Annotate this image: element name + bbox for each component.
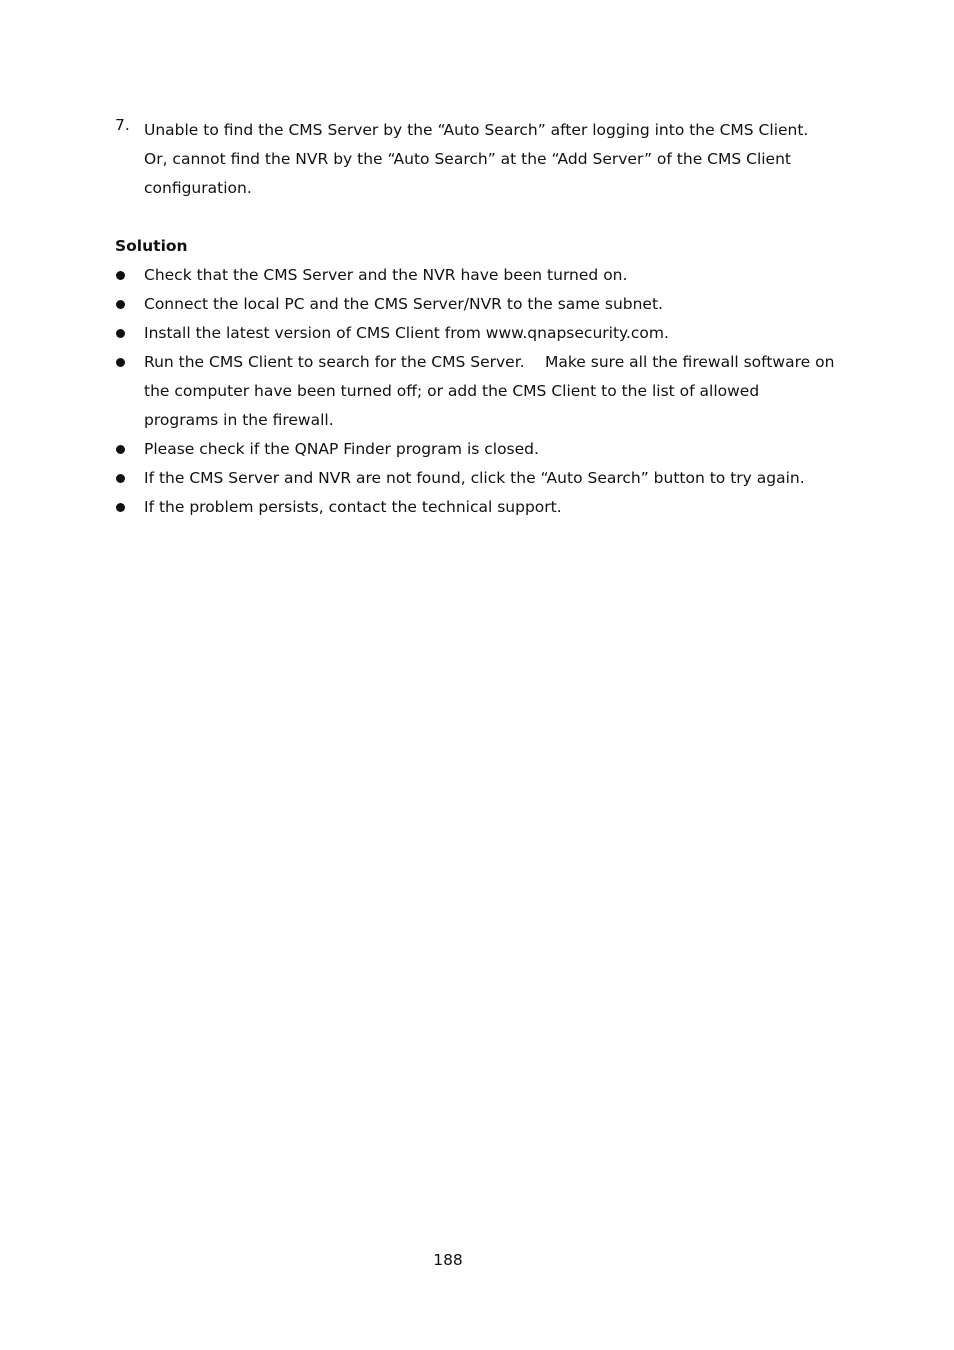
bullet-icon — [116, 271, 125, 280]
item-number: 7. — [115, 116, 130, 134]
bullet-icon — [116, 445, 125, 454]
bullet-line: programs in the firewall. — [144, 411, 334, 429]
bullet-line: Install the latest version of CMS Client from www.qnapsecurity.com. — [144, 324, 669, 342]
page-number: 188 — [433, 1251, 463, 1269]
bullet-icon — [116, 300, 125, 309]
list-item — [115, 319, 850, 348]
solution-heading: Solution — [115, 237, 188, 255]
list-item — [115, 493, 850, 522]
bullet-icon — [116, 329, 125, 338]
item-line: configuration. — [144, 179, 252, 197]
bullet-line: If the problem persists, contact the technical support. — [144, 498, 562, 516]
spacer — [115, 203, 850, 232]
list-item — [115, 290, 850, 319]
numbered-item — [115, 116, 850, 203]
list-item — [115, 348, 850, 435]
bullet-line: Connect the local PC and the CMS Server/NVR to the same subnet. — [144, 295, 663, 313]
bullet-icon — [116, 474, 125, 483]
bullet-line: Check that the CMS Server and the NVR have been turned on. — [144, 266, 628, 284]
list-item — [115, 435, 850, 464]
bullet-line: Please check if the QNAP Finder program is closed. — [144, 440, 539, 458]
item-line: Unable to find the CMS Server by the “Auto Search” after logging into the CMS Client. — [144, 121, 809, 139]
bullet-icon — [116, 358, 125, 367]
list-item — [115, 464, 850, 493]
bullet-line: Run the CMS Client to search for the CMS Server. Make sure all the firewall software on — [144, 353, 835, 371]
bullet-line: If the CMS Server and NVR are not found, click the “Auto Search” button to try again. — [144, 469, 805, 487]
bullet-icon — [116, 503, 125, 512]
solution-bullet-list — [115, 261, 850, 522]
list-item — [115, 261, 850, 290]
document-body — [115, 116, 850, 522]
item-line: Or, cannot find the NVR by the “Auto Search” at the “Add Server” of the CMS Client — [144, 150, 791, 168]
bullet-line: the computer have been turned off; or add the CMS Client to the list of allowed — [144, 382, 760, 400]
